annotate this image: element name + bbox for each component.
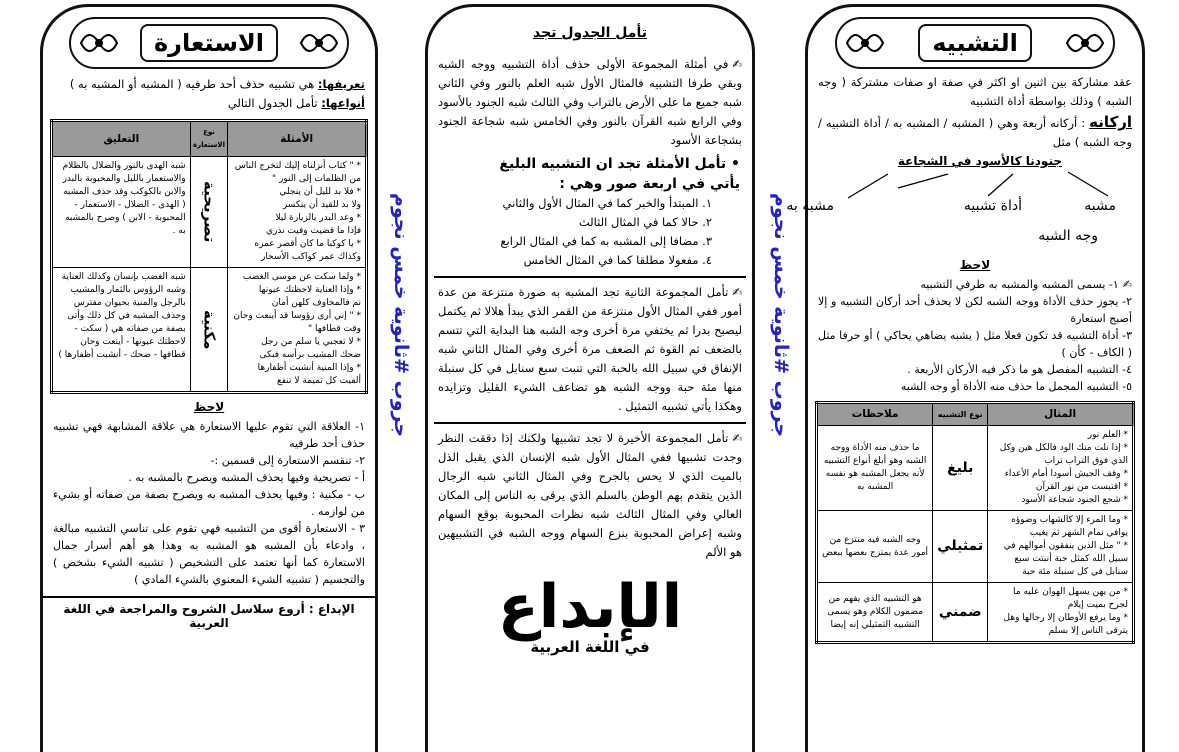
table-row [52,157,367,268]
table-header: نوع التشبيه [933,403,988,426]
examples-cell: * " كتاب أنزلناه إليك لتخرج الناس من الظلمات إلى النور " * فلا بد لليل أن ينجلي ولا بد للقيد أن ينكسر * وعد البدر بالزيارة ليلا فإذا ما قضيت وفيت نذري * يا كوكبا ما كان أقصر عمره وكذاك عمر كواكب الأسحار [228,157,367,268]
pillars-label: اركانه [1089,113,1133,131]
type-cell: مكنية [190,268,228,393]
definition-line [43,75,375,94]
tashbih-panel [786,4,1145,752]
note-item: ٢- يجوز حذف الأداة ووجه الشبه لكن لا يحذف أحد أركان التشبيه و إلا أصبح استعارة [818,295,1132,325]
list-item: ١. المبتدأ والخبر كما في المثال الأول والثاني [502,196,712,210]
examples-cell: * ولما سكت عن موسى الغضب * وإذا العناية لاحظتك عيونها نم فالمخاوف كلهن أمان * " إني أرى رؤوسا قد أينعت وحان وقت قطافها " * لا تعجبي يا سلم من رجل ضحك المشيب برأسه فبكى * وإذا المنية أنشبت أظفارها ألفيت كل تميمة لا تنفع [228,268,367,393]
table-header: ملاحظات [817,403,933,426]
notes-title: لاحظ [193,400,225,414]
notes-title: لاحظ [959,258,991,272]
type-cell: تصريحية [190,157,228,268]
type-cell: تمثيلي [933,511,988,583]
type-cell: ضمني [933,583,988,643]
middle-panel [425,4,755,752]
note-item: أ - تصريحية وفيها يحذف المشبه ويصرح بالمشبه به . [128,471,365,484]
table-header: نوع الاستعارة [190,121,228,157]
comment-cell: شبه الهدى بالنور والضلال بالظلام والاستعمار بالليل والمحبوبة بالبدر والابن بالكوكب وقد حذف المشبه ( الهدى - الضلال - الاستعمار - المحبوبة - الابن ) وصرح بالمشبه به . [52,157,191,268]
list-item: ٢. حالا كما في المثال الثالث [578,215,712,229]
diagram-label-mushabbah: مشبه [1084,198,1116,214]
list-item: ٤. مفعولا مطلقا كما في المثال الخامس [523,253,712,267]
table-row [52,268,367,393]
types-text: تأمل الجدول التالي [227,96,318,110]
istiara-types-table [50,119,368,394]
brand-subtitle: في اللغة العربية [530,638,650,656]
middle-title: تأمل الجدول تجد [533,25,647,41]
ornament-icon [77,23,121,63]
note-item: ✍١- يسمى المشبه والمشبه به طرفي التشبيه [920,278,1132,291]
examples-cell: * من يهن يسهل الهوان عليه ما لجرح بميت إيلام * وما يرفع الأوطان إلا رجالها وهل يترقى الناس إلا بسلم [988,583,1134,643]
tashbih-heading [835,17,1115,69]
group-strip-right: جروب #ثانوية خمس نجوم [770,192,792,438]
footer-slogan: الإبداع : أروع سلاسل الشروح والمراجعة في اللغة العربية [43,596,375,630]
table-header: المثال [988,403,1134,426]
table-header: الأمثلة [228,121,367,157]
diagram-label-adah: أداة تشبيه [963,198,1022,214]
baligh-heading: • تأمل الأمثلة تجد ان التشبيه البليغ [499,156,740,172]
group-strip-left: جروب #ثانوية خمس نجوم [390,192,412,438]
types-label: أنواعها: [321,96,365,110]
comment-cell: شبه الغضب بإنسان وكذلك العناية وشبه الرؤوس بالثمار والمشيب بالرجل والمنية بحيوان مفترس وحذف المشبه في كل ذلك وأتى بصفة من صفاته هي ( سكت - لاحظتك عيونها - أينعت وحان قطافها - ضحك - أنشبت أظفارها ) [52,268,191,393]
ornament-icon [297,23,341,63]
types-line [43,94,375,113]
table-row [817,511,1134,583]
group3-section [434,422,746,562]
group2-paragraph: ✍تأمل المجموعة الثانية تجد المشبه به صورة منتزعة من عدة أمور ففي المثال الأول منتزعة من القمر الذي يبدأ هلالا ثم يكتمل ليصبح بدرا ثم يختفي مرة أخرى وجه الشبه هنا البداية التي تتسم بالضعف ثم القوة ثم الضعف مرة أخرى وفي المثال الثاني شبه الإنفاق في سبيل الله بالحبة التي تنبت سبع سنابل في كل سنبلة منها مئة حبة ووجه الشبه هو تضاعف الشيء القليل وتزايده وهكذا يأتي تشبيه التمثيل . [438,285,742,413]
note-item: ٥- التشبيه المجمل ما حذف منه الأداة أو وجه الشبه [900,380,1132,393]
istiara-heading [69,17,349,69]
type-cell: بليغ [933,426,988,511]
note-item: ٣- أداة التشبيه قد تكون فعلا مثل ( يشبه يضاهي يحاكي ) أو حرفا مثل ( الكاف - كأن ) [818,329,1132,359]
pillars-text: : أركانه أربعة وهي ( المشبه / المشبه به / أداة التشبيه / وجه الشبه ) مثل [818,116,1132,149]
diagram-label-mushabbah-bih: مشبه به [786,198,834,214]
note-item: ٣ - الاستعارة أقوى من التشبيه فهي تقوم على تناسي التشبيه مبالغة ، وادعاء بأن المشبه هو المشبه به وهذا هو أهم أسرار جمال الاستعارة كما أنها تعتمد على التشخيص ( تشبيه الشيء بشخص ) والتجسيم ( تشبيه الشيء المعنوي بالشيء المادي ) [53,522,365,586]
note-item: ١- العلاقة التي تقوم عليها الاستعارة هي علاقة المشابهة فهي تشبيه حذف أحد طرفيه [53,420,365,450]
pen-icon: ✍ [732,431,742,445]
ornament-icon [1063,23,1107,63]
ornament-icon [843,23,887,63]
table-header: التعليق [52,121,191,157]
heading-title: التشبيه [918,24,1032,62]
examples-cell: * وما المرء إلا كالشهاب وضوؤه يوافي تمام الشهر ثم يغيب * " مثل الذين ينفقون أموالهم في سبيل الله كمثل حبة أنبتت سبع سنابل في كل سنبلة مئة حبة [988,511,1134,583]
table-row [817,426,1134,511]
notes-list [43,418,375,588]
note-cell: ما حذف منه الأداة ووجه الشبه وهو أبلغ أنواع التشبيه لأنه يجعل المشبه هو نفسه المشبه به [817,426,933,511]
group3-paragraph: ✍تأمل المجموعة الأخيرة لا تجد تشبيها ولكنك إذا دققت النظر وجدت تشبيها ففي المثال الأول شبه الإنسان الذي يقبل الذل بالميت الذي لا يحس بالجرح وفي المثال الثاني شبه الرجال الذين يتقدم بهم الوطن بالسلم الذي يرقى به الناس إلى المكان العالي وفي المثال الثالث شبه نظرات المحبوبة بوقع السهام وشبه إعراض المحبوبة بنزع السهام ووجه الشبه في التشبيهين هو الألم [438,431,742,559]
note-item: ٤- التشبيه المفصل هو ما ذكر فيه الأركان الأربعة . [907,363,1132,376]
diagram-sentence: جنودنا كالأسود في الشجاعة [897,154,1062,168]
pen-icon: ✍ [732,57,742,71]
pen-icon: ✍ [732,285,742,299]
table-row [817,583,1134,643]
notes-list [808,276,1142,395]
heading-title: الاستعارة [140,24,278,62]
group2-section [434,276,746,416]
examples-cell: * العلم نور * إذا نلت منك الود فالكل هين وكل الذي فوق التراب تراب * وقف الجيش أسودا أمام الأعداء * اقتبست من نور القرآن * شجع الجنود شجاعة الأسود [988,426,1134,511]
tashbih-definition: عقد مشاركة بين اثنين او اكثر في صفة او صفات مشتركة ( وجه الشبه ) وذلك بواسطة أداة التشبيه [818,75,1132,108]
baligh-forms-list [428,194,752,270]
note-cell: وجه الشبه فيه منتزع من أمور عدة يمتزج بعضها ببعض [817,511,933,583]
tashbih-diagram [786,154,1142,254]
pen-icon: ✍ [1122,278,1132,291]
note-cell: هو التشبيه الذي يفهم من مضمون الكلام وهو يسمى التشبيه التمثيلي إنه إيضا [817,583,933,643]
brand-logo: الإبداع [497,572,683,642]
list-item: ٣. مضافا إلى المشبه به كما في المثال الرابع [500,234,712,248]
pillars-line [808,113,1142,152]
definition-label: تعريفها: [317,77,365,91]
tashbih-types-table [815,401,1135,644]
baligh-heading-2: يأتي في اربعة صور وهي : [559,176,740,192]
note-item: ب - مكنية : وفيها يحذف المشبه به ويصرح بصفة من صفاته أو بشيء من لوازمه . [53,488,365,518]
istiara-panel [40,4,378,752]
diagram-label-wajh: وجه الشبه [1038,228,1098,244]
group1-paragraph: ✍في أمثلة المجموعة الأولى حذف أداة التشبيه ووجه الشبه وبقي طرفا التشبيه فالمثال الأول شبه العلم بالنور وفي الثاني شبه جميع ما على الأرض بالتراب وفي الثالث شبه الجنود بالأسود وفي الرابع شبه القرآن بالنور وفي الخامس شبه شجاعة الجنود بشجاعة الأسود [438,57,742,147]
note-item: ٢- تنقسم الاستعارة إلى قسمين :- [210,454,365,467]
definition-text: هي تشبيه حذف أحد طرفيه ( المشبه أو المشبه به ) [69,77,315,91]
